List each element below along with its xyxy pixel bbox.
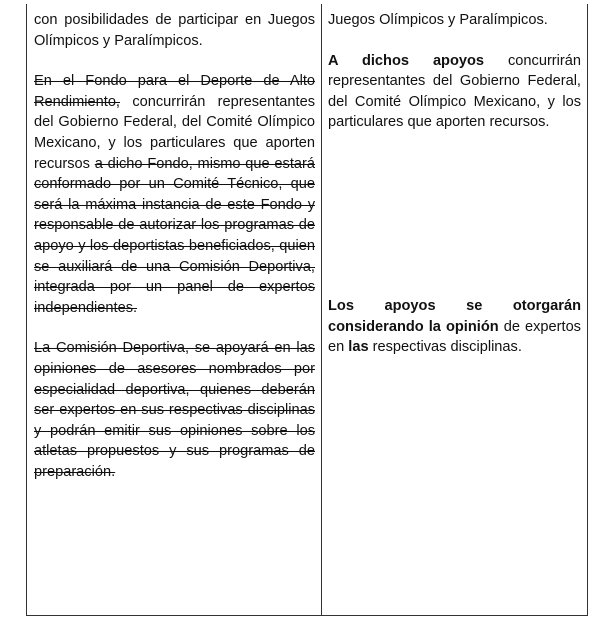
left-paragraph-1: con posibilidades de participar en Juegos Olímpicos y Paralímpicos.: [34, 12, 315, 49]
strike-text-comite-tecnico: mismo que estará conformado por un Comité Técnico, que será la máxima instancia de este Fondo y responsable de autorizar los programas de apoyo y los deportistas beneficiados, quien se auxiliará de una Comisión Deportiva, integrada por un panel de expertos independientes.: [34, 155, 315, 316]
strike-text-comision-deportiva: La Comisión Deportiva, se apoyará en las opiniones de asesores nombrados por especialidad deportiva, quienes deberán ser expertos en sus respectivas disciplinas y podrán emitir sus opiniones sobre los atletas propuestos y sus programas de preparación.: [34, 340, 315, 480]
bold-text-las: las: [348, 339, 369, 356]
right-column-cell: [322, 4, 588, 616]
left-paragraph-2: [34, 71, 315, 318]
right-paragraph-3-text-b: respectivas disciplinas.: [368, 339, 522, 356]
bold-text-dichos-apoyos: A dichos apoyos: [328, 52, 485, 69]
strike-text-dicho-fondo: a dicho Fondo,: [94, 155, 193, 172]
strike-text-fondo: En el Fondo para el Deporte de Alto Rendimiento,: [34, 73, 315, 110]
bold-text-los-apoyos: Los apoyos se otorgarán considerando la opinión: [328, 297, 581, 335]
left-column-cell: [27, 4, 322, 616]
right-paragraph-3: [328, 296, 581, 358]
left-paragraph-3: [34, 338, 315, 482]
right-paragraph-3-text-a: de expertos en: [328, 318, 581, 356]
spacer: [328, 153, 581, 296]
left-paragraph-2-text: concurrirán representantes del Gobierno Federal, del Comité Olímpico Mexicano, y los particulares que aporten recursos: [34, 93, 315, 172]
right-paragraph-1: Juegos Olímpicos y Paralímpicos.: [328, 12, 548, 28]
comparison-table: [26, 4, 588, 616]
right-paragraph-2-text: concurrirán representantes del Gobierno Federal, del Comité Olímpico Mexicano, y los particulares que aporten recursos.: [328, 52, 581, 131]
right-paragraph-2: [328, 51, 581, 133]
